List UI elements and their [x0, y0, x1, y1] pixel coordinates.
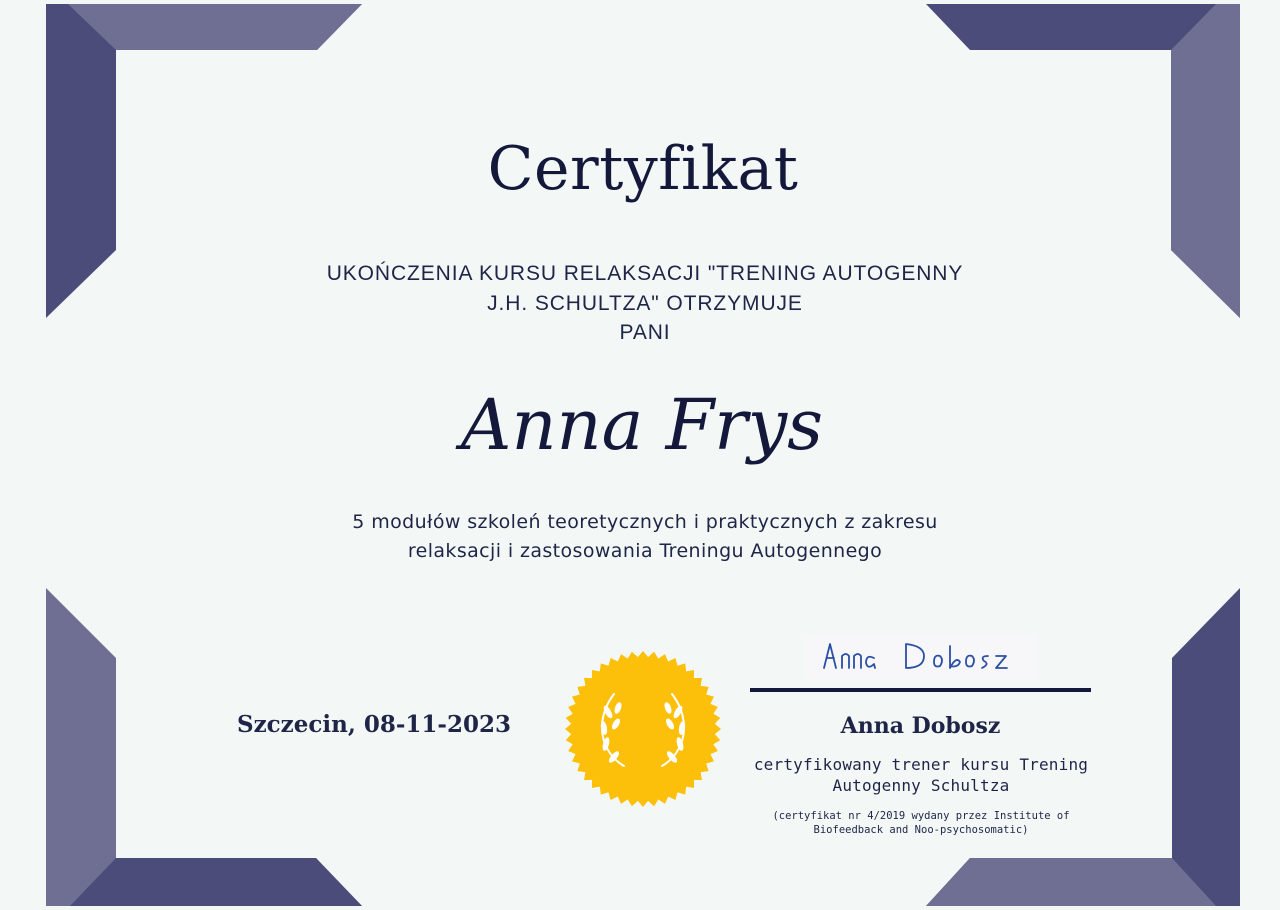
signature-line	[750, 688, 1091, 692]
trainer-role-line-1: certyfikowany trener kursu Trening	[753, 755, 1089, 774]
handwritten-signature	[806, 634, 1036, 680]
place-and-date: Szczecin, 08-11-2023	[237, 711, 511, 738]
seal	[564, 650, 722, 808]
subtitle-line-3: PANI	[619, 321, 671, 344]
frame-corner-bottom-left-dark	[70, 858, 362, 906]
trainer-name: Anna Dobosz	[840, 713, 1001, 739]
subtitle-line-1: UKOŃCZENIA KURSU RELAKSACJI "TRENING AUTOGENNY	[326, 262, 964, 285]
subtitle-line-2: J.H. SCHULTZA" OTRZYMUJE	[487, 292, 803, 315]
frame-corner-bottom-right-light	[926, 858, 1216, 906]
description-line-1: 5 modułów szkoleń teoretycznych i praktycznych z zakresu	[352, 511, 938, 533]
trainer-note-line-1: (certyfikat nr 4/2019 wydany przez Institute of	[772, 810, 1070, 822]
trainer-note-line-2: Biofeedback and Noo-psychosomatic)	[813, 824, 1029, 836]
recipient-name: Anna Frys	[460, 384, 824, 466]
description-line-2: relaksacji i zastosowania Treningu Autogennego	[407, 540, 883, 562]
seal-badge	[565, 651, 721, 807]
certificate-title: Certyfikat	[487, 134, 799, 204]
trainer-role-line-2: Autogenny Schultza	[832, 776, 1010, 795]
frame-corner-top-left-light	[68, 4, 362, 50]
